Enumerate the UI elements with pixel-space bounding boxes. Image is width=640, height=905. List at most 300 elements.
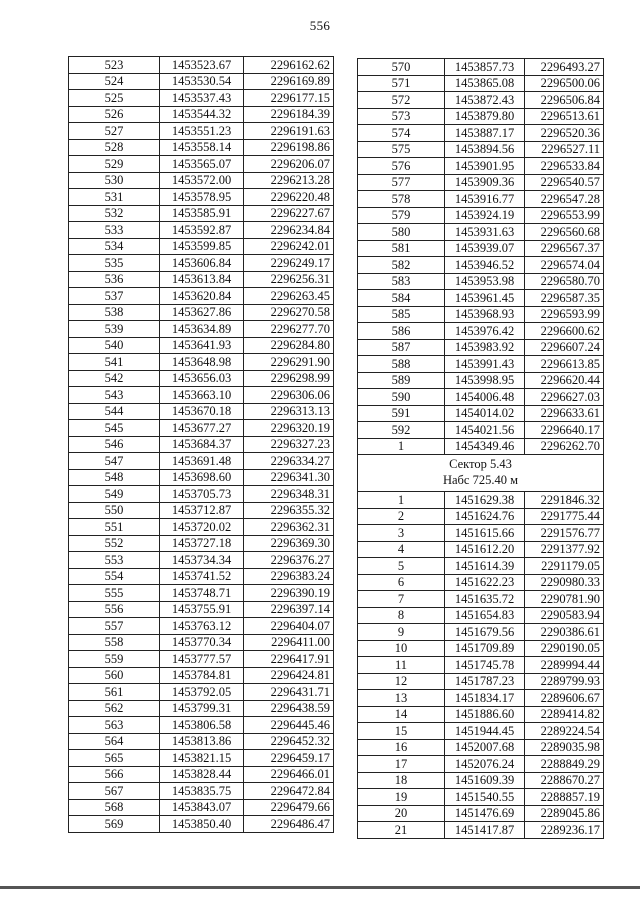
table-row (358, 323, 604, 340)
point-number-cell: 585 (358, 306, 445, 323)
table-row (69, 172, 334, 189)
table-row (69, 123, 334, 140)
y-coordinate-cell: 2288857.19 (525, 789, 604, 806)
table-row (358, 591, 604, 608)
table-row (69, 486, 334, 503)
table-row (69, 205, 334, 222)
y-coordinate-cell: 2296486.47 (244, 816, 334, 833)
y-coordinate-cell: 2296234.84 (244, 222, 334, 239)
y-coordinate-cell: 2296220.48 (244, 189, 334, 206)
y-coordinate-cell: 2296640.17 (525, 422, 604, 439)
point-number-cell: 16 (358, 739, 445, 756)
point-number-cell: 10 (358, 640, 445, 657)
table-row (358, 339, 604, 356)
point-number-cell: 583 (358, 273, 445, 290)
x-coordinate-cell: 1451745.78 (445, 657, 525, 674)
table-row (358, 508, 604, 525)
point-number-cell: 554 (69, 568, 160, 585)
point-number-cell: 536 (69, 271, 160, 288)
table-row (358, 372, 604, 389)
point-number-cell: 584 (358, 290, 445, 307)
x-coordinate-cell: 1453727.18 (160, 535, 244, 552)
y-coordinate-cell: 2296169.89 (244, 73, 334, 90)
table-row (69, 700, 334, 717)
table-row (358, 356, 604, 373)
y-coordinate-cell: 2296355.32 (244, 502, 334, 519)
table-row (69, 337, 334, 354)
point-number-cell: 567 (69, 783, 160, 800)
point-number-cell: 569 (69, 816, 160, 833)
table-row (69, 651, 334, 668)
x-coordinate-cell: 1453968.93 (445, 306, 525, 323)
table-row (69, 618, 334, 635)
point-number-cell: 540 (69, 337, 160, 354)
table-row (69, 255, 334, 272)
y-coordinate-cell: 2296397.14 (244, 601, 334, 618)
x-coordinate-cell: 1453976.42 (445, 323, 525, 340)
x-coordinate-cell: 1453656.03 (160, 370, 244, 387)
table-row (358, 224, 604, 241)
x-coordinate-cell: 1451944.45 (445, 723, 525, 740)
coordinates-table-right-top-body (358, 59, 604, 455)
point-number-cell: 589 (358, 372, 445, 389)
point-number-cell: 531 (69, 189, 160, 206)
point-number-cell: 534 (69, 238, 160, 255)
y-coordinate-cell: 2291846.32 (525, 492, 604, 509)
y-coordinate-cell: 2290583.94 (525, 607, 604, 624)
point-number-cell: 577 (358, 174, 445, 191)
x-coordinate-cell: 1453572.00 (160, 172, 244, 189)
page-number: 556 (309, 18, 331, 33)
table-row (69, 783, 334, 800)
y-coordinate-cell: 2296431.71 (244, 684, 334, 701)
x-coordinate-cell: 1453599.85 (160, 238, 244, 255)
x-coordinate-cell: 1453784.81 (160, 667, 244, 684)
table-row (69, 354, 334, 371)
point-number-cell: 587 (358, 339, 445, 356)
table-row (69, 271, 334, 288)
x-coordinate-cell: 1453835.75 (160, 783, 244, 800)
y-coordinate-cell: 2296249.17 (244, 255, 334, 272)
table-row (358, 290, 604, 307)
point-number-cell: 568 (69, 799, 160, 816)
table-row (358, 306, 604, 323)
x-coordinate-cell: 1453843.07 (160, 799, 244, 816)
x-coordinate-cell: 1453734.34 (160, 552, 244, 569)
table-row (69, 766, 334, 783)
x-coordinate-cell: 1451476.69 (445, 805, 525, 822)
x-coordinate-cell: 1451834.17 (445, 690, 525, 707)
point-number-cell: 561 (69, 684, 160, 701)
y-coordinate-cell: 2296479.66 (244, 799, 334, 816)
x-coordinate-cell: 1453916.77 (445, 191, 525, 208)
x-coordinate-cell: 1451540.55 (445, 789, 525, 806)
point-number-cell: 547 (69, 453, 160, 470)
x-coordinate-cell: 1453720.02 (160, 519, 244, 536)
table-row (69, 139, 334, 156)
point-number-cell: 9 (358, 624, 445, 641)
x-coordinate-cell: 1453799.31 (160, 700, 244, 717)
y-coordinate-cell: 2289994.44 (525, 657, 604, 674)
y-coordinate-cell: 2296593.99 (525, 306, 604, 323)
x-coordinate-cell: 1451787.23 (445, 673, 525, 690)
table-row (358, 756, 604, 773)
x-coordinate-cell: 1453887.17 (445, 125, 525, 142)
x-coordinate-cell: 1453648.98 (160, 354, 244, 371)
table-row (69, 321, 334, 338)
scan-bottom-edge (0, 886, 640, 889)
y-coordinate-cell: 2296527.11 (525, 141, 604, 158)
x-coordinate-cell: 1453879.80 (445, 108, 525, 125)
coordinates-table-right-bottom-body (358, 492, 604, 839)
table-row (69, 750, 334, 767)
table-row (358, 772, 604, 789)
y-coordinate-cell: 2296284.80 (244, 337, 334, 354)
point-number-cell: 541 (69, 354, 160, 371)
x-coordinate-cell: 1453551.23 (160, 123, 244, 140)
x-coordinate-cell: 1453828.44 (160, 766, 244, 783)
y-coordinate-cell: 2296242.01 (244, 238, 334, 255)
x-coordinate-cell: 1453578.95 (160, 189, 244, 206)
x-coordinate-cell: 1453961.45 (445, 290, 525, 307)
point-number-cell: 582 (358, 257, 445, 274)
y-coordinate-cell: 2291179.05 (525, 558, 604, 575)
x-coordinate-cell: 1453663.10 (160, 387, 244, 404)
y-coordinate-cell: 2296191.63 (244, 123, 334, 140)
y-coordinate-cell: 2290781.90 (525, 591, 604, 608)
table-row (69, 403, 334, 420)
point-number-cell: 586 (358, 323, 445, 340)
y-coordinate-cell: 2289045.86 (525, 805, 604, 822)
x-coordinate-cell: 1451635.72 (445, 591, 525, 608)
table-row (69, 717, 334, 734)
x-coordinate-cell: 1454349.46 (445, 438, 525, 455)
x-coordinate-cell: 1453634.89 (160, 321, 244, 338)
x-coordinate-cell: 1453939.07 (445, 240, 525, 257)
point-number-cell: 549 (69, 486, 160, 503)
section-header-group (358, 455, 604, 492)
y-coordinate-cell: 2296547.28 (525, 191, 604, 208)
point-number-cell: 12 (358, 673, 445, 690)
y-coordinate-cell: 2296472.84 (244, 783, 334, 800)
point-number-cell: 551 (69, 519, 160, 536)
table-row (358, 257, 604, 274)
point-number-cell: 590 (358, 389, 445, 406)
point-number-cell: 527 (69, 123, 160, 140)
y-coordinate-cell: 2288849.29 (525, 756, 604, 773)
x-coordinate-cell: 1453924.19 (445, 207, 525, 224)
point-number-cell: 18 (358, 772, 445, 789)
y-coordinate-cell: 2296613.85 (525, 356, 604, 373)
y-coordinate-cell: 2296198.86 (244, 139, 334, 156)
x-coordinate-cell: 1451612.20 (445, 541, 525, 558)
x-coordinate-cell: 1452007.68 (445, 739, 525, 756)
point-number-cell: 576 (358, 158, 445, 175)
y-coordinate-cell: 2296607.24 (525, 339, 604, 356)
table-row (358, 640, 604, 657)
y-coordinate-cell: 2296513.61 (525, 108, 604, 125)
point-number-cell: 539 (69, 321, 160, 338)
table-row (69, 106, 334, 123)
table-row (69, 90, 334, 107)
x-coordinate-cell: 1453691.48 (160, 453, 244, 470)
y-coordinate-cell: 2296184.39 (244, 106, 334, 123)
point-number-cell: 530 (69, 172, 160, 189)
point-number-cell: 532 (69, 205, 160, 222)
table-row (69, 684, 334, 701)
point-number-cell: 1 (358, 492, 445, 509)
y-coordinate-cell: 2290980.33 (525, 574, 604, 591)
y-coordinate-cell: 2296256.31 (244, 271, 334, 288)
x-coordinate-cell: 1453606.84 (160, 255, 244, 272)
point-number-cell: 6 (358, 574, 445, 591)
point-number-cell: 563 (69, 717, 160, 734)
x-coordinate-cell: 1452076.24 (445, 756, 525, 773)
table-row (69, 57, 334, 74)
y-coordinate-cell: 2289224.54 (525, 723, 604, 740)
point-number-cell: 537 (69, 288, 160, 305)
x-coordinate-cell: 1453537.43 (160, 90, 244, 107)
table-row (69, 634, 334, 651)
table-row (358, 558, 604, 575)
x-coordinate-cell: 1453530.54 (160, 73, 244, 90)
x-coordinate-cell: 1453763.12 (160, 618, 244, 635)
y-coordinate-cell: 2296177.15 (244, 90, 334, 107)
coordinates-table-left (68, 56, 334, 833)
point-number-cell: 523 (69, 57, 160, 74)
x-coordinate-cell: 1453613.84 (160, 271, 244, 288)
table-row (69, 387, 334, 404)
x-coordinate-cell: 1453865.08 (445, 75, 525, 92)
point-number-cell: 570 (358, 59, 445, 76)
y-coordinate-cell: 2296553.99 (525, 207, 604, 224)
x-coordinate-cell: 1453523.67 (160, 57, 244, 74)
y-coordinate-cell: 2296263.45 (244, 288, 334, 305)
x-coordinate-cell: 1453755.91 (160, 601, 244, 618)
x-coordinate-cell: 1451624.76 (445, 508, 525, 525)
point-number-cell: 553 (69, 552, 160, 569)
point-number-cell: 591 (358, 405, 445, 422)
point-number-cell: 526 (69, 106, 160, 123)
y-coordinate-cell: 2296459.17 (244, 750, 334, 767)
table-row (69, 535, 334, 552)
y-coordinate-cell: 2296383.24 (244, 568, 334, 585)
y-coordinate-cell: 2296206.07 (244, 156, 334, 173)
x-coordinate-cell: 1453931.63 (445, 224, 525, 241)
table-row (358, 174, 604, 191)
y-coordinate-cell: 2296277.70 (244, 321, 334, 338)
x-coordinate-cell: 1453565.07 (160, 156, 244, 173)
x-coordinate-cell: 1451886.60 (445, 706, 525, 723)
table-row (358, 723, 604, 740)
point-number-cell: 562 (69, 700, 160, 717)
x-coordinate-cell: 1453991.43 (445, 356, 525, 373)
point-number-cell: 538 (69, 304, 160, 321)
table-row (358, 125, 604, 142)
table-row (358, 525, 604, 542)
table-row (358, 438, 604, 455)
table-row (69, 816, 334, 833)
point-number-cell: 573 (358, 108, 445, 125)
x-coordinate-cell: 1451654.83 (445, 607, 525, 624)
x-coordinate-cell: 1454014.02 (445, 405, 525, 422)
y-coordinate-cell: 2296560.68 (525, 224, 604, 241)
x-coordinate-cell: 1453894.56 (445, 141, 525, 158)
y-coordinate-cell: 2290190.05 (525, 640, 604, 657)
point-number-cell: 579 (358, 207, 445, 224)
point-number-cell: 525 (69, 90, 160, 107)
point-number-cell: 17 (358, 756, 445, 773)
x-coordinate-cell: 1453558.14 (160, 139, 244, 156)
x-coordinate-cell: 1453712.87 (160, 502, 244, 519)
y-coordinate-cell: 2296320.19 (244, 420, 334, 437)
point-number-cell: 544 (69, 403, 160, 420)
point-number-cell: 588 (358, 356, 445, 373)
coordinates-table-left-body (69, 57, 334, 833)
point-number-cell: 556 (69, 601, 160, 618)
section-length: Набс 725.40 м (442, 473, 519, 487)
point-number-cell: 552 (69, 535, 160, 552)
x-coordinate-cell: 1453670.18 (160, 403, 244, 420)
table-row (69, 420, 334, 437)
point-number-cell: 524 (69, 73, 160, 90)
x-coordinate-cell: 1453806.58 (160, 717, 244, 734)
y-coordinate-cell: 2296574.04 (525, 257, 604, 274)
table-row (358, 59, 604, 76)
y-coordinate-cell: 2296424.81 (244, 667, 334, 684)
x-coordinate-cell: 1453872.43 (445, 92, 525, 109)
y-coordinate-cell: 2291576.77 (525, 525, 604, 542)
y-coordinate-cell: 2291377.92 (525, 541, 604, 558)
table-row (358, 805, 604, 822)
point-number-cell: 572 (358, 92, 445, 109)
y-coordinate-cell: 2296306.06 (244, 387, 334, 404)
point-number-cell: 21 (358, 822, 445, 839)
point-number-cell: 557 (69, 618, 160, 635)
x-coordinate-cell: 1451709.89 (445, 640, 525, 657)
section-header-row (358, 455, 604, 492)
table-row (358, 92, 604, 109)
y-coordinate-cell: 2296445.46 (244, 717, 334, 734)
y-coordinate-cell: 2296627.03 (525, 389, 604, 406)
point-number-cell: 555 (69, 585, 160, 602)
table-row (69, 585, 334, 602)
x-coordinate-cell: 1451614.39 (445, 558, 525, 575)
table-row (69, 238, 334, 255)
point-number-cell: 533 (69, 222, 160, 239)
point-number-cell: 11 (358, 657, 445, 674)
x-coordinate-cell: 1453850.40 (160, 816, 244, 833)
table-row (358, 789, 604, 806)
point-number-cell: 559 (69, 651, 160, 668)
y-coordinate-cell: 2296334.27 (244, 453, 334, 470)
y-coordinate-cell: 2296520.36 (525, 125, 604, 142)
x-coordinate-cell: 1453770.34 (160, 634, 244, 651)
x-coordinate-cell: 1453585.91 (160, 205, 244, 222)
x-coordinate-cell: 1453777.57 (160, 651, 244, 668)
y-coordinate-cell: 2296452.32 (244, 733, 334, 750)
point-number-cell: 546 (69, 436, 160, 453)
table-row (69, 519, 334, 536)
y-coordinate-cell: 2296540.57 (525, 174, 604, 191)
x-coordinate-cell: 1451615.66 (445, 525, 525, 542)
x-coordinate-cell: 1453627.86 (160, 304, 244, 321)
y-coordinate-cell: 2296404.07 (244, 618, 334, 635)
x-coordinate-cell: 1453901.95 (445, 158, 525, 175)
point-number-cell: 580 (358, 224, 445, 241)
point-number-cell: 578 (358, 191, 445, 208)
point-number-cell: 20 (358, 805, 445, 822)
table-row (69, 601, 334, 618)
point-number-cell: 550 (69, 502, 160, 519)
y-coordinate-cell: 2289236.17 (525, 822, 604, 839)
point-number-cell: 581 (358, 240, 445, 257)
y-coordinate-cell: 2296162.62 (244, 57, 334, 74)
table-row (69, 453, 334, 470)
y-coordinate-cell: 2296633.61 (525, 405, 604, 422)
point-number-cell: 571 (358, 75, 445, 92)
point-number-cell: 592 (358, 422, 445, 439)
table-row (358, 158, 604, 175)
y-coordinate-cell: 2296580.70 (525, 273, 604, 290)
point-number-cell: 545 (69, 420, 160, 437)
x-coordinate-cell: 1453821.15 (160, 750, 244, 767)
table-row (358, 207, 604, 224)
table-row (69, 222, 334, 239)
x-coordinate-cell: 1453748.71 (160, 585, 244, 602)
point-number-cell: 565 (69, 750, 160, 767)
table-row (358, 690, 604, 707)
y-coordinate-cell: 2296417.91 (244, 651, 334, 668)
point-number-cell: 8 (358, 607, 445, 624)
table-row (69, 733, 334, 750)
x-coordinate-cell: 1453698.60 (160, 469, 244, 486)
y-coordinate-cell: 2296362.31 (244, 519, 334, 536)
point-number-cell: 7 (358, 591, 445, 608)
point-number-cell: 566 (69, 766, 160, 783)
y-coordinate-cell: 2296227.67 (244, 205, 334, 222)
x-coordinate-cell: 1453909.36 (445, 174, 525, 191)
x-coordinate-cell: 1451629.38 (445, 492, 525, 509)
point-number-cell: 2 (358, 508, 445, 525)
x-coordinate-cell: 1453592.87 (160, 222, 244, 239)
y-coordinate-cell: 2290386.61 (525, 624, 604, 641)
y-coordinate-cell: 2296376.27 (244, 552, 334, 569)
y-coordinate-cell: 2289414.82 (525, 706, 604, 723)
y-coordinate-cell: 2296500.06 (525, 75, 604, 92)
table-row (358, 108, 604, 125)
y-coordinate-cell: 2296390.19 (244, 585, 334, 602)
x-coordinate-cell: 1451679.56 (445, 624, 525, 641)
table-row (358, 422, 604, 439)
point-number-cell: 542 (69, 370, 160, 387)
y-coordinate-cell: 2296620.44 (525, 372, 604, 389)
point-number-cell: 558 (69, 634, 160, 651)
point-number-cell: 4 (358, 541, 445, 558)
table-row (358, 541, 604, 558)
table-row (358, 657, 604, 674)
table-row (358, 389, 604, 406)
table-row (358, 706, 604, 723)
y-coordinate-cell: 2296587.35 (525, 290, 604, 307)
point-number-cell: 529 (69, 156, 160, 173)
table-row (69, 189, 334, 206)
y-coordinate-cell: 2296411.00 (244, 634, 334, 651)
table-row (358, 240, 604, 257)
y-coordinate-cell: 2296291.90 (244, 354, 334, 371)
point-number-cell: 575 (358, 141, 445, 158)
point-number-cell: 14 (358, 706, 445, 723)
